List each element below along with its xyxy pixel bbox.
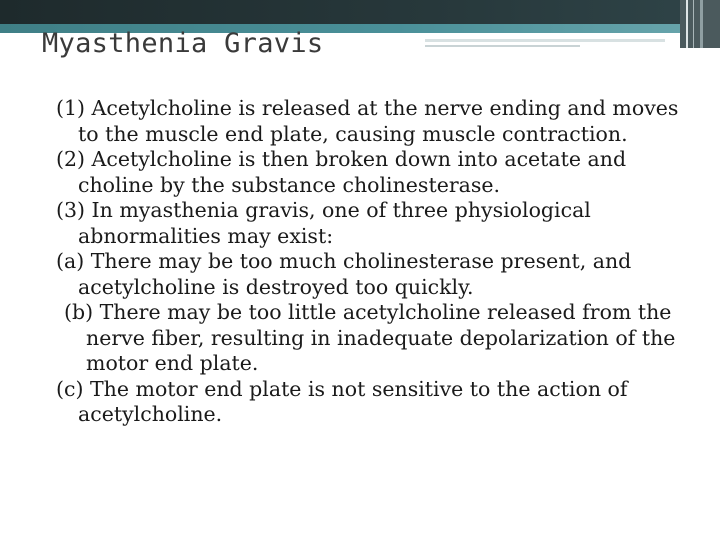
paragraph-b: (b) There may be too little acetylcholine released from the nerve fiber, resulting in inadequate depolarization of the motor end plate. (64, 300, 676, 375)
paragraph-1: (1) Acetylcholine is released at the nerve ending and moves to the muscle end plate, causing muscle contraction. (56, 96, 679, 146)
title-rule (425, 45, 580, 47)
paragraph-2: (2) Acetylcholine is then broken down into acetate and choline by the substance cholinesterase. (56, 147, 627, 197)
paragraph-a: (a) There may be too much cholinesterase present, and acetylcholine is destroyed too quickly. (56, 249, 632, 299)
paragraph-c: (c) The motor end plate is not sensitive to the action of acetylcholine. (56, 376, 628, 426)
title-rule (425, 39, 665, 42)
header-stripe (700, 0, 703, 48)
slide-title: Myasthenia Gravis (42, 28, 324, 59)
slide-body (56, 96, 696, 428)
header-stripe (686, 0, 688, 48)
paragraph-3: (3) In myasthenia gravis, one of three physiological abnormalities may exist: (56, 198, 591, 248)
header-stripe (693, 0, 694, 48)
header-band (0, 0, 720, 24)
